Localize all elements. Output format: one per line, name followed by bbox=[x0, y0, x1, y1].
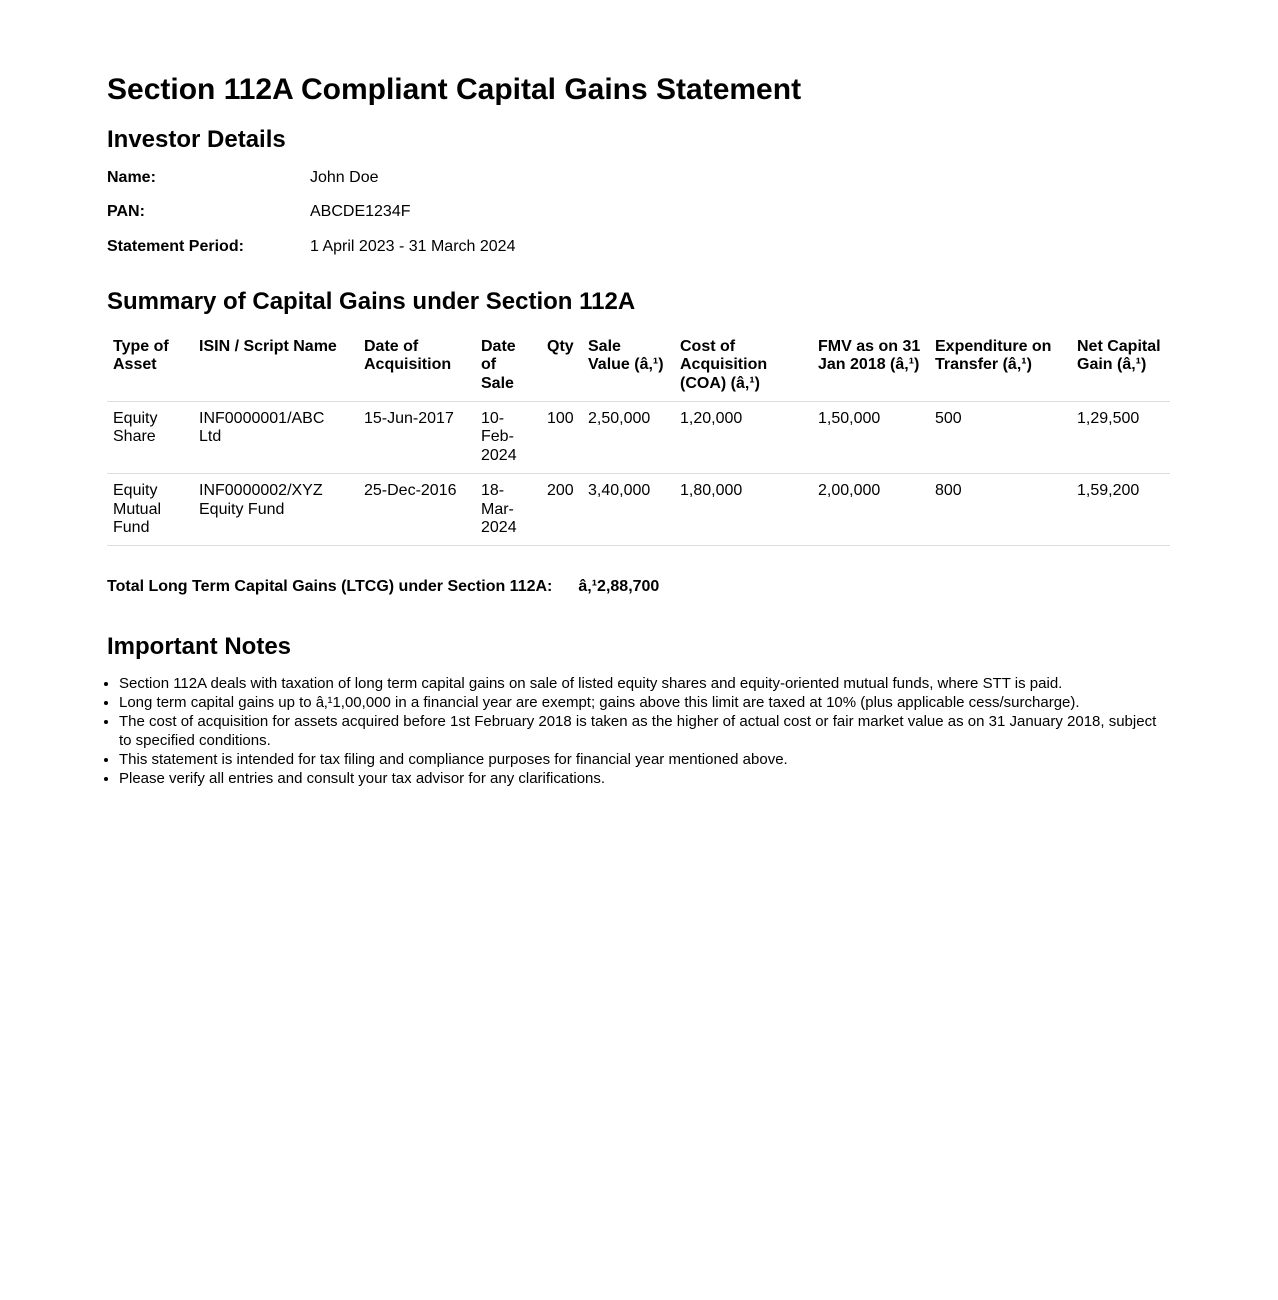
cell-isin: INF0000001/ABC Ltd bbox=[193, 402, 358, 474]
col-header-qty: Qty bbox=[541, 330, 582, 402]
col-header-sale-value: Sale Value (â‚¹) bbox=[582, 330, 674, 402]
total-ltcg-line bbox=[107, 578, 1170, 596]
investor-field-row-pan bbox=[107, 195, 1170, 229]
note-item: • Section 112A deals with taxation of long term capital gains on sale of listed equity shares and equity-oriented mutual funds, where STT is paid. bbox=[119, 674, 1170, 693]
cell-expenditure: 800 bbox=[929, 474, 1071, 546]
cell-cost-of-acquisition: 1,20,000 bbox=[674, 402, 812, 474]
cell-fmv: 2,00,000 bbox=[812, 474, 929, 546]
cell-date-of-sale: 10-Feb-2024 bbox=[475, 402, 541, 474]
note-item: • Please verify all entries and consult your tax advisor for any clarifications. bbox=[119, 769, 1170, 788]
page-title: Section 112A Compliant Capital Gains Statement bbox=[107, 73, 802, 106]
col-header-isin-script-name: ISIN / Script Name bbox=[193, 330, 358, 402]
cell-type-of-asset: Equity Share bbox=[107, 402, 193, 474]
investor-name-value: John Doe bbox=[310, 169, 379, 187]
col-header-cost-of-acquisition: Cost of Acquisition (COA) (â‚¹) bbox=[674, 330, 812, 402]
note-item: • This statement is intended for tax filing and compliance purposes for financial year mentioned above. bbox=[119, 750, 1170, 769]
cell-date-of-acquisition: 25-Dec-2016 bbox=[358, 474, 475, 546]
cell-date-of-sale: 18-Mar-2024 bbox=[475, 474, 541, 546]
cell-net-capital-gain: 1,59,200 bbox=[1071, 474, 1170, 546]
statement-period-label: Statement Period: bbox=[107, 237, 244, 255]
cell-fmv: 1,50,000 bbox=[812, 402, 929, 474]
statement-period-value: 1 April 2023 - 31 March 2024 bbox=[310, 237, 516, 255]
note-item: • The cost of acquisition for assets acquired before 1st February 2018 is taken as the higher of actual cost or fair market value as on 31 January 2018, subject to specified conditions. bbox=[119, 712, 1170, 750]
cell-qty: 100 bbox=[541, 402, 582, 474]
total-ltcg-label: Total Long Term Capital Gains (LTCG) under Section 112A: bbox=[107, 578, 553, 596]
cell-sale-value: 3,40,000 bbox=[582, 474, 674, 546]
cell-date-of-acquisition: 15-Jun-2017 bbox=[358, 402, 475, 474]
investor-pan-value: ABCDE1234F bbox=[310, 203, 411, 221]
table-row-equity-mutual-fund bbox=[107, 474, 1170, 546]
table-row-equity-share bbox=[107, 402, 1170, 474]
col-header-net-capital-gain: Net Capital Gain (â‚¹) bbox=[1071, 330, 1170, 402]
investor-field-row-name bbox=[107, 161, 1170, 195]
investor-field-row-statement-period bbox=[107, 230, 1170, 264]
investor-name-label: Name: bbox=[107, 169, 156, 187]
summary-heading: Summary of Capital Gains under Section 112A bbox=[107, 288, 636, 316]
col-header-type-of-asset: Type of Asset bbox=[107, 330, 193, 402]
capital-gains-table bbox=[107, 330, 1170, 547]
cell-cost-of-acquisition: 1,80,000 bbox=[674, 474, 812, 546]
col-header-date-of-sale: Date of Sale bbox=[475, 330, 541, 402]
col-header-expenditure-on-transfer: Expenditure on Transfer (â‚¹) bbox=[929, 330, 1071, 402]
cell-isin: INF0000002/XYZ Equity Fund bbox=[193, 474, 358, 546]
note-item: • Long term capital gains up to â‚¹1,00,000 in a financial year are exempt; gains above this limit are taxed at 10% (plus applicable cess/surcharge). bbox=[119, 693, 1170, 712]
col-header-date-of-acquisition: Date of Acquisition bbox=[358, 330, 475, 402]
cell-sale-value: 2,50,000 bbox=[582, 402, 674, 474]
cell-type-of-asset: Equity Mutual Fund bbox=[107, 474, 193, 546]
important-notes-list bbox=[107, 674, 1170, 788]
important-notes-heading: Important Notes bbox=[107, 632, 292, 660]
investor-details-heading: Investor Details bbox=[107, 125, 286, 153]
investor-details-block bbox=[107, 161, 1170, 264]
col-header-fmv: FMV as on 31 Jan 2018 (â‚¹) bbox=[812, 330, 929, 402]
capital-gains-statement-document bbox=[107, 73, 1170, 788]
total-ltcg-value: â‚¹2,88,700 bbox=[578, 578, 660, 596]
cell-qty: 200 bbox=[541, 474, 582, 546]
cell-expenditure: 500 bbox=[929, 402, 1071, 474]
cell-net-capital-gain: 1,29,500 bbox=[1071, 402, 1170, 474]
table-header-row bbox=[107, 330, 1170, 402]
investor-pan-label: PAN: bbox=[107, 203, 145, 221]
